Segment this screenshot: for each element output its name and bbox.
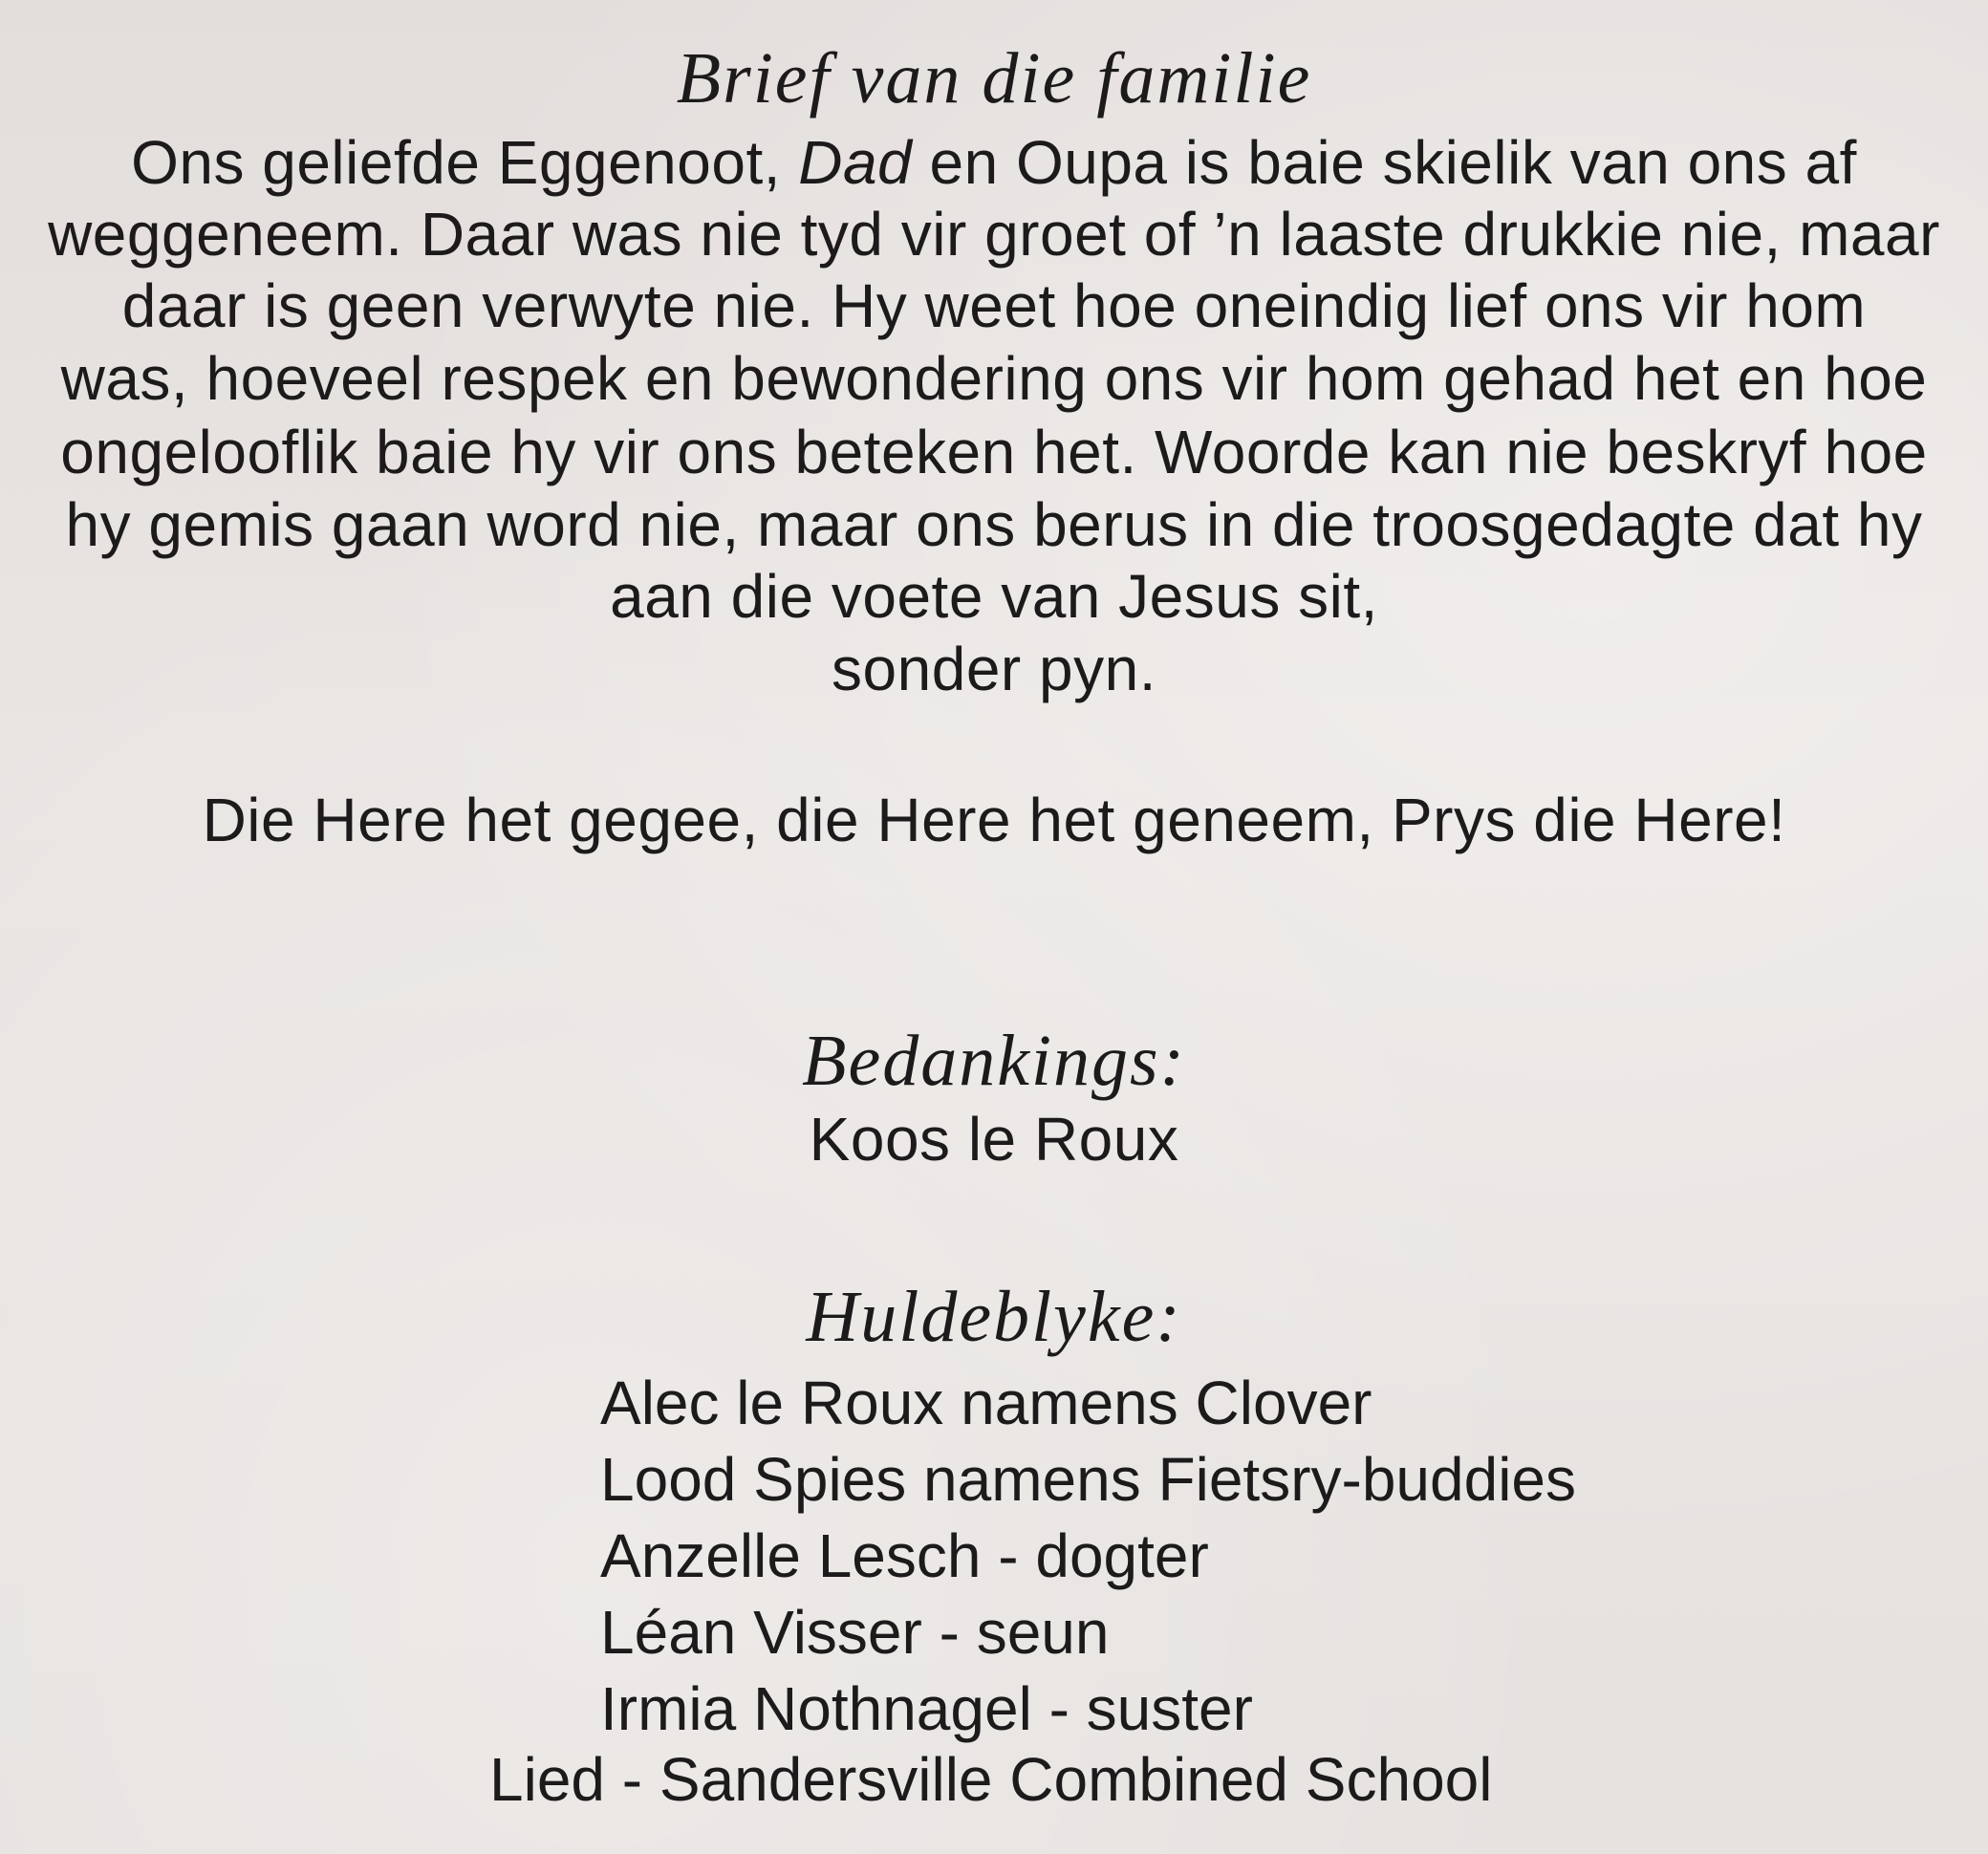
letter-line-1-emphasis: Dad (798, 128, 913, 197)
tributes-heading: Huldeblyke: (806, 1277, 1182, 1357)
tribute-item: Irmia Nothnagel - suster (600, 1674, 1253, 1743)
letter-line-4: was, hoeveel respek en bewondering ons vir hom gehad het en hoe (60, 344, 1928, 413)
letter-line-1-start: Ons geliefde Eggenoot, (131, 128, 799, 197)
letter-line-6: hy gemis gaan word nie, maar ons berus in die troosgedagte dat hy (65, 490, 1923, 559)
tribute-item: Anzelle Lesch - dogter (600, 1521, 1209, 1590)
tributes-list (600, 1365, 1747, 1747)
song-item: Lied - Sandersville Combined School (489, 1745, 1493, 1814)
letter-title: Brief van die familie (676, 38, 1312, 119)
letter-line-1-end: en Oupa is baie skielik van ons af (912, 128, 1857, 197)
thanks-heading: Bedankings: (802, 1021, 1186, 1101)
letter-closing: Die Here het gegee, die Here het geneem, Prys die Here! (202, 786, 1786, 854)
tribute-item: Alec le Roux namens Clover (600, 1369, 1372, 1437)
tribute-item: Lood Spies namens Fietsry-buddies (600, 1445, 1576, 1514)
letter-line-8: sonder pyn. (832, 635, 1156, 703)
letter-line-5: ongelooflik baie hy vir ons beteken het. Woorde kan nie beskryf hoe (60, 418, 1928, 486)
letter-line-1 (0, 128, 1988, 197)
letter-line-7: aan die voete van Jesus sit, (610, 562, 1378, 631)
tribute-item: Léan Visser - seun (600, 1598, 1110, 1667)
thanks-name: Koos le Roux (809, 1105, 1179, 1174)
letter-line-3: daar is geen verwyte nie. Hy weet hoe oneindig lief ons vir hom (121, 271, 1867, 340)
letter-line-2: weggeneem. Daar was nie tyd vir groet of ’n laaste drukkie nie, maar (48, 200, 1940, 269)
